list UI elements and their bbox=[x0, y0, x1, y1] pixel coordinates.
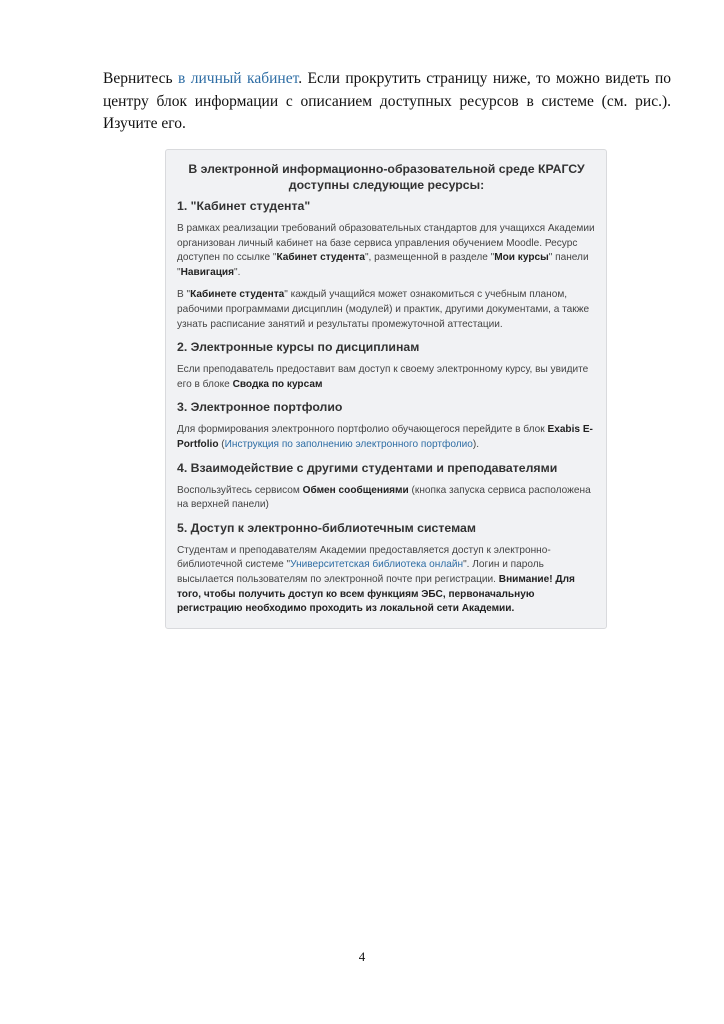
text-run: В рамках реализации требований образовательных стандартов для учащихся Академии организован личный кабинет на базе сервиса управления обучением Moodle. Ресурс доступен по ссылке " bbox=[177, 223, 595, 264]
portfolio-description bbox=[177, 423, 596, 452]
bold-run: Обмен сообщениями bbox=[302, 484, 409, 496]
text-run: " каждый учащийся может ознакомиться с учебным планом, рабочими программами дисциплин (модулей) и практик, другими документами, а также узнать расписание занятий и результаты промежуточной аттестации. bbox=[177, 289, 590, 330]
section-heading-courses: 2. Электронные курсы по дисциплинам bbox=[177, 340, 420, 355]
text-run: Студентам и преподавателям Академии предоставляется доступ к электронно-библиотечной системе " bbox=[177, 544, 551, 571]
page-number: 4 bbox=[358, 949, 366, 964]
section-heading-portfolio: 3. Электронное портфолио bbox=[177, 400, 343, 415]
text-run: ". Логин и пароль высылается пользователям по электронной почте при регистрации. bbox=[177, 559, 544, 585]
personal-cabinet-link[interactable]: в личный кабинет bbox=[178, 70, 299, 87]
intro-text-after: . Если прокрутить страницу ниже, то можно видеть по центру блок информации с описанием доступных ресурсов в системе (см. рис.). Изучите его. bbox=[103, 70, 671, 132]
student-cabinet-features bbox=[177, 288, 596, 332]
text-run: " панели " bbox=[177, 252, 589, 278]
resources-title: В электронной информационно-образовательной среде КРАГСУ доступны следующие ресурсы: bbox=[188, 162, 585, 192]
section-heading-student-cabinet: 1. "Кабинет студента" bbox=[177, 199, 311, 213]
portfolio-instruction-link[interactable]: Инструкция по заполнению электронного портфолио bbox=[224, 438, 473, 450]
text-run: ", размещенной в разделе " bbox=[364, 252, 495, 264]
bold-run: Сводка по курсам bbox=[232, 378, 323, 390]
student-cabinet-description bbox=[177, 222, 596, 280]
resources-info-block bbox=[165, 149, 607, 629]
courses-description bbox=[177, 363, 596, 392]
text-run: В " bbox=[177, 289, 191, 301]
text-run: ). bbox=[472, 438, 480, 450]
library-description bbox=[177, 544, 596, 617]
bold-run: Exabis E-Portfolio bbox=[177, 424, 593, 450]
text-run: (кнопка запуска сервиса расположена на верхней панели) bbox=[177, 484, 591, 511]
university-library-link[interactable]: Университетская библиотека онлайн bbox=[290, 559, 464, 571]
section-heading-library: 5. Доступ к электронно-библиотечным системам bbox=[177, 520, 476, 535]
text-run: ". bbox=[234, 266, 241, 278]
text-run: Воспользуйтесь сервисом bbox=[177, 484, 303, 496]
bold-run: Навигация bbox=[180, 266, 235, 278]
bold-run: Внимание! Для того, чтобы получить доступ ко всем функциям ЭБС, первоначальную регистрацию необходимо проходить из локальной сети Академии. bbox=[177, 573, 575, 615]
bold-run: Кабинет студента bbox=[276, 252, 365, 264]
bold-run: Мои курсы bbox=[494, 252, 549, 264]
section-heading-interaction: 4. Взаимодействие с другими студентами и преподавателями bbox=[177, 460, 558, 475]
text-run: ( bbox=[218, 438, 225, 450]
intro-text-before: Вернитесь bbox=[103, 70, 178, 87]
intro-paragraph bbox=[103, 68, 671, 136]
text-run: Для формирования электронного портфолио обучающегося перейдите в блок bbox=[177, 424, 548, 436]
text-run: Если преподаватель предоставит вам доступ к своему электронному курсу, вы увидите его в блоке bbox=[177, 364, 589, 390]
bold-run: Кабинете студента bbox=[190, 289, 285, 301]
interaction-description bbox=[177, 484, 596, 513]
